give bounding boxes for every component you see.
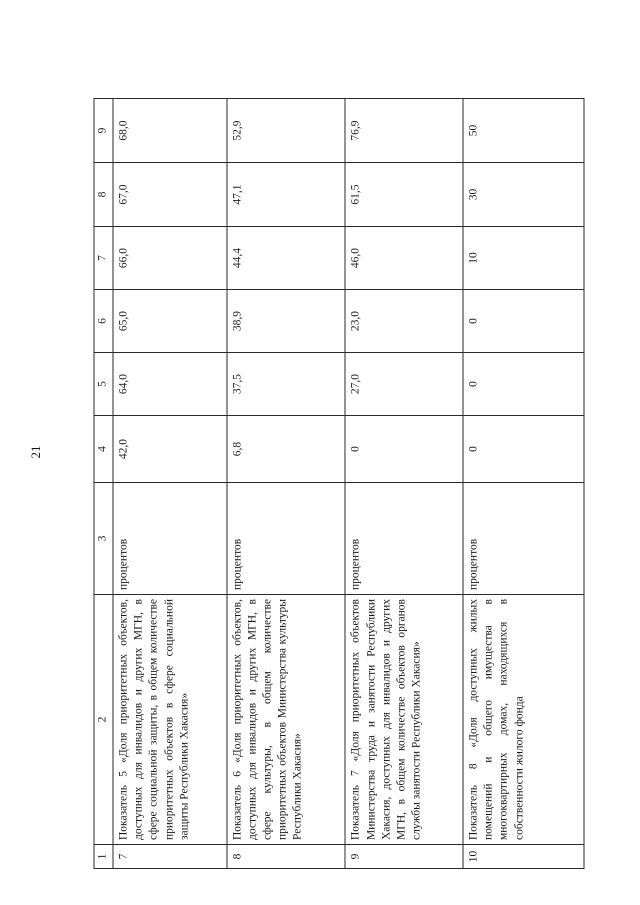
value-cell: 37,5 (227, 353, 346, 416)
table-header-row (94, 99, 113, 869)
header-cell: 3 (94, 483, 113, 595)
header-cell: 4 (94, 416, 113, 483)
value-cell: 0 (345, 416, 463, 483)
header-cell: 5 (94, 353, 113, 416)
row-number: 10 (463, 845, 584, 869)
row-number: 9 (345, 845, 463, 869)
value-cell: 46,0 (345, 227, 463, 290)
value-cell: 68,0 (113, 99, 227, 163)
value-cell: 66,0 (113, 227, 227, 290)
value-cell: 0 (463, 353, 584, 416)
page-number: 21 (28, 445, 43, 459)
value-cell: 64,0 (113, 353, 227, 416)
header-cell: 8 (94, 163, 113, 227)
value-cell: 65,0 (113, 290, 227, 353)
table-row (345, 99, 463, 869)
header-cell: 1 (94, 845, 113, 869)
unit-cell: процентов (345, 483, 463, 595)
header-cell: 7 (94, 227, 113, 290)
value-cell: 6,8 (227, 416, 346, 483)
indicator-name: Показатель 5 «Доля приоритетных объектов, доступных для инвалидов и других МГН, в сфере социальной защиты, в общем количестве приоритетных объектов в сфере социальной защиты Республики Хакасия» (113, 595, 227, 845)
value-cell: 67,0 (113, 163, 227, 227)
value-cell: 30 (463, 163, 584, 227)
value-cell: 0 (463, 416, 584, 483)
value-cell: 38,9 (227, 290, 346, 353)
value-cell: 52,9 (227, 99, 346, 163)
header-cell: 6 (94, 290, 113, 353)
indicator-name: Показатель 7 «Доля приоритетных объектов Министерства труда и занятости Республики Хакасия, доступных для инвалидов и других МГН, в общем количестве объектов органов службы занятости Республики Хакасия» (345, 595, 463, 845)
value-cell: 76,9 (345, 99, 463, 163)
value-cell: 61,5 (345, 163, 463, 227)
value-cell: 50 (463, 99, 584, 163)
row-number: 7 (113, 845, 227, 869)
value-cell: 27,0 (345, 353, 463, 416)
table-row (227, 99, 346, 869)
rotated-table-container (94, 99, 585, 869)
indicator-name: Показатель 6 «Доля приоритетных объектов, доступных для инвалидов и других МГН, в сфере культуры, в общем количестве приоритетных объектов Министерства культуры Республики Хакасия» (227, 595, 346, 845)
value-cell: 0 (463, 290, 584, 353)
indicator-name: Показатель 8 «Доля доступных жилых помещений и общего имущества в многоквартирных домах, находящихся в собственности жилого фонда (463, 595, 584, 845)
table-row (463, 99, 584, 869)
unit-cell: процентов (227, 483, 346, 595)
table-row (113, 99, 227, 869)
indicators-table (94, 98, 585, 869)
header-cell: 9 (94, 99, 113, 163)
value-cell: 23,0 (345, 290, 463, 353)
value-cell: 47,1 (227, 163, 346, 227)
value-cell: 44,4 (227, 227, 346, 290)
value-cell: 10 (463, 227, 584, 290)
unit-cell: процентов (113, 483, 227, 595)
value-cell: 42,0 (113, 416, 227, 483)
header-cell: 2 (94, 595, 113, 845)
unit-cell: процентов (463, 483, 584, 595)
row-number: 8 (227, 845, 346, 869)
